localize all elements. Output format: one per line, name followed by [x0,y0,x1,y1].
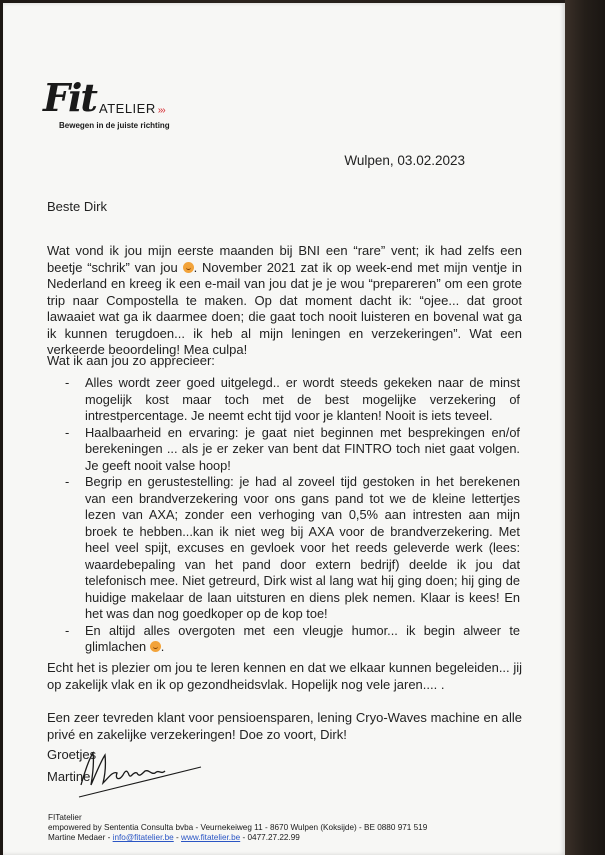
letter-footer [48,813,427,843]
frame-edge-right [565,0,605,855]
handwritten-signature [61,741,211,801]
paragraph-testimonial: Een zeer tevreden klant voor pensioensparen, lening Cryo-Waves machine en alle privé en zakelijke verzekeringen! Doe zo voort, Dirk! [47,710,522,742]
fitatelier-logo [43,75,203,133]
list-item: - Alles wordt zeer goed uitgelegd.. er wordt steeds gekeken naar de minst mogelijk kost maar toch met de best mogelijke verzekering of intrestpercentage. Je neemt echt tijd voor je klanten! Nooit is iets teveel. [65,375,520,425]
paragraph-closing: Echt het is plezier om jou te leren kennen en dat we elkaar kunnen begeleiden... jij op zakelijk vlak en ik op gezondheidsvlak. Hopelijk nog vele jaren.... . [47,660,522,692]
logo-atelier-text: ATELIER ››› [99,101,165,116]
logo-tagline: Bewegen in de juiste richting [59,121,170,130]
closing-greeting: Groetjes [47,747,97,762]
signer-name: Martine [47,769,91,784]
paragraph-intro: Wat vond ik jou mijn eerste maanden bij BNI een “rare” vent; ik had zelfs een beetje “schrik” van jou . November 2021 zat ik op week-end met mijn ventje in Nederland en kreeg ik een e-mail van jou dat je je wou “prepareren” om een grote trip naar Compostella te maken. Op dat moment dacht ik: “ojee... dat groot lawaaiet wat ga ik daarmee doen; die gaat toch nooit luisteren en bovenal wat ga ik kunnen terugdoen... ik heb al mijn leningen en verzekeringen”. Wat een verkeerde beoordeling! Mea culpa! [47,243,522,357]
footer-contact: Martine Medaer - info@fitatelier.be - www.fitatelier.be - 0477.27.22.99 [48,833,300,842]
greeting: Beste Dirk [47,199,107,214]
paragraph-appreciation-heading: Wat ik aan jou zo apprecieer: [47,353,215,368]
smiley-icon [150,641,161,652]
email-link[interactable]: info@fitatelier.be [112,833,174,842]
appreciation-list [65,375,520,656]
list-item: - Haalbaarheid en ervaring: je gaat niet beginnen met besprekingen en/of berekeningen ... als je er zeker van bent dat FINTRO toch niet gaat volgen. Je geeft nooit valse hoop! [65,425,520,475]
website-link[interactable]: www.fitatelier.be [181,833,241,842]
list-item: - Begrip en gerustestelling: je had al zoveel tijd gestoken in het berekenen van een brandverzekering voor ons gans pand tot we de kleine lettertjes lezen van AXA; zonder een verhoging van 0,5% aan intresten aan mijn broek te hebben...kan ik niet weg bij AXA voor de brandverzekering. Met heel veel spijt, excuses en gevloek voor het reeds geleverde werk (lees: waardebepaling van het pand door extern bedrijf) deelde ik jou dat telefonisch mee. Niet getreurd, Dirk wist al lang wat hij ging doen; hij ging de huidige makelaar de laan uitsturen en diens plek nemen. Klaar is kees! En het was dan nog goedkoper op de kop toe! [65,474,520,623]
logo-arrows-icon: ››› [157,105,165,116]
smiley-icon [183,262,194,273]
footer-address: empowered by Sententia Consulta bvba - Veurnekeiweg 11 - 8670 Wulpen (Koksijde) - BE 0880 971 519 [48,823,428,832]
letter-paper [3,3,565,855]
list-item: - En altijd alles overgoten met een vleugje humor... ik begin alweer te glimlachen . [65,623,520,656]
footer-company: FITatelier [48,813,82,822]
letter-date: Wulpen, 03.02.2023 [344,153,465,168]
logo-fit-text: Fit [43,75,96,120]
